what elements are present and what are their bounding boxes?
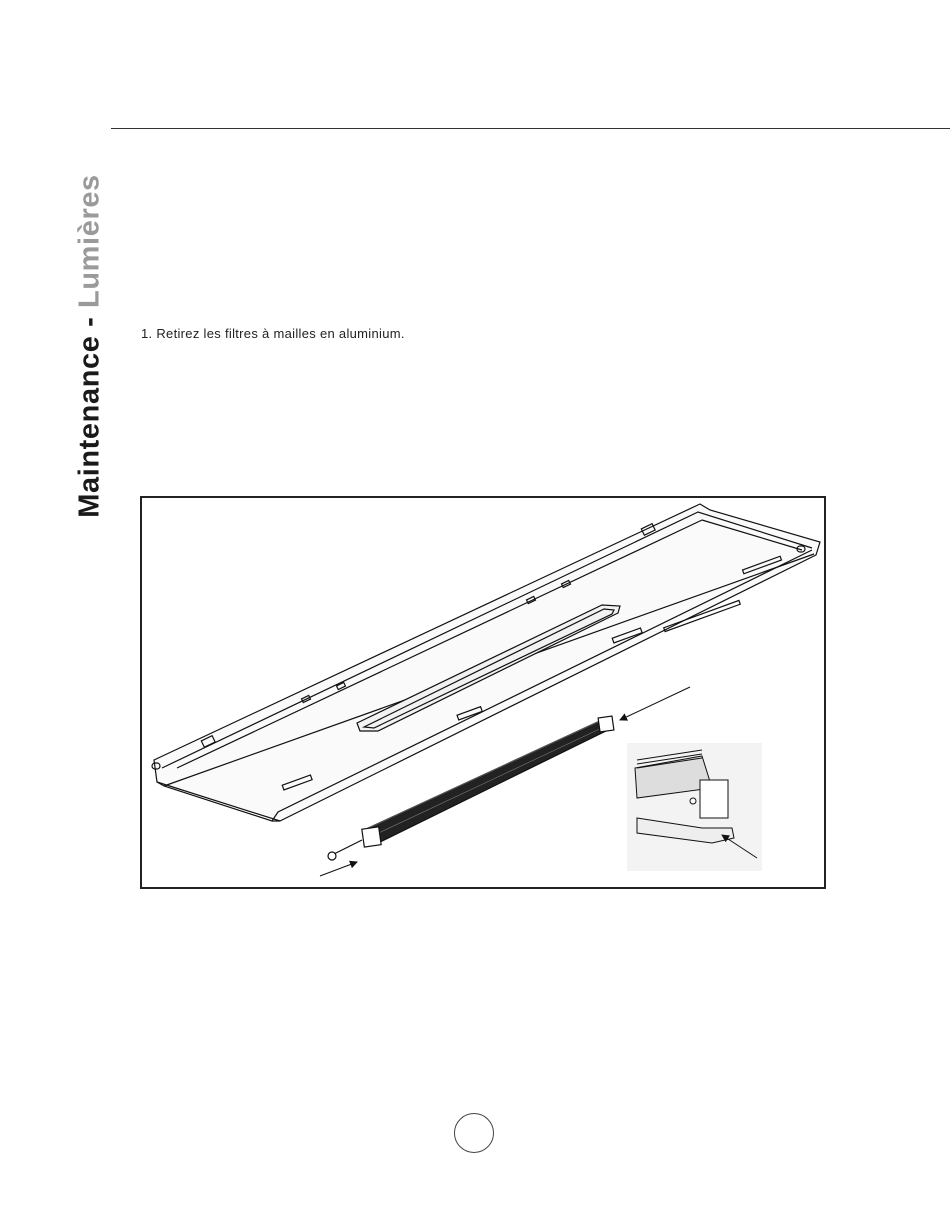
- page-number-circle: [454, 1113, 494, 1153]
- header-rule: [111, 128, 950, 129]
- light-tube-diagram-icon: [142, 498, 824, 887]
- section-title: [74, 174, 107, 518]
- instruction-step-1: 1. Retirez les filtres à mailles en aluminium.: [141, 326, 405, 341]
- section-title-main: Maintenance -: [73, 307, 106, 518]
- maintenance-figure: [140, 496, 826, 889]
- end-cap-detail: [627, 743, 762, 871]
- section-title-sub: Lumières: [73, 174, 106, 308]
